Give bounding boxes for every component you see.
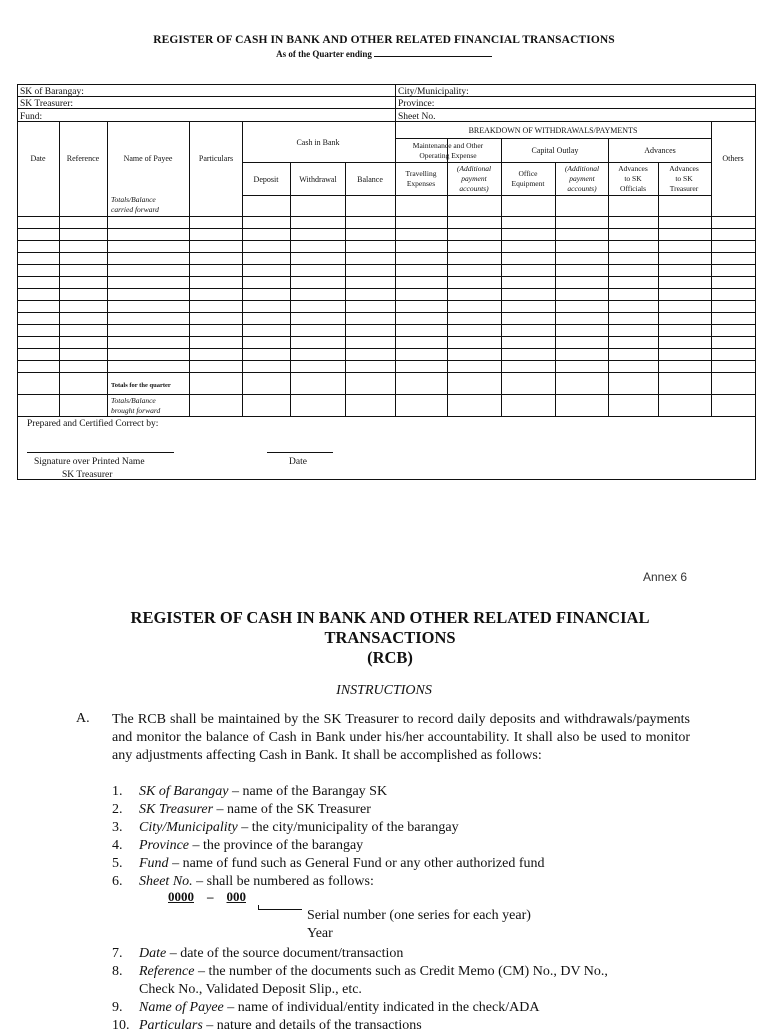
sheet-code-part-a: 0000 bbox=[168, 889, 194, 904]
col-advances: Advances bbox=[644, 146, 676, 155]
col-date: Date bbox=[30, 154, 46, 163]
sheet-code-part-b: 000 bbox=[226, 889, 246, 904]
col-travelling-line1: Travelling bbox=[405, 169, 437, 178]
col-additional2-line2: payment bbox=[569, 174, 595, 183]
col-name-of-payee: Name of Payee bbox=[123, 154, 173, 163]
signature-label: Signature over Printed Name bbox=[34, 457, 145, 467]
col-travelling-line2: Expenses bbox=[406, 179, 436, 188]
fund-label: Fund: bbox=[20, 112, 43, 122]
col-office-line2: Equipment bbox=[511, 179, 545, 188]
list-item: 9. Name of Payee – name of individual/entity indicated in the check/ADA bbox=[112, 1000, 540, 1015]
instructions-title-line2: TRANSACTIONS bbox=[324, 628, 456, 647]
totals-quarter-label: Totals for the quarter bbox=[111, 382, 171, 389]
sk-barangay-label: SK of Barangay: bbox=[20, 87, 84, 97]
col-mooe-line2: Operating Expense bbox=[419, 151, 477, 160]
sheet-no-label: Sheet No. bbox=[398, 112, 436, 122]
totals-carried-line1: Totals/Balance bbox=[111, 195, 156, 204]
instructions-heading: INSTRUCTIONS bbox=[336, 683, 432, 698]
col-balance: Balance bbox=[357, 175, 383, 184]
section-label: A. bbox=[76, 711, 90, 726]
col-mooe-line1: Maintenance and Other bbox=[412, 141, 484, 150]
signature-role: SK Treasurer bbox=[62, 470, 113, 480]
form-title: REGISTER OF CASH IN BANK AND OTHER RELATED FINANCIAL TRANSACTIONS bbox=[153, 34, 615, 46]
col-adv-officials-line3: Officials bbox=[619, 184, 647, 193]
col-particulars: Particulars bbox=[198, 154, 234, 163]
col-adv-officials-line1: Advances bbox=[618, 164, 648, 173]
col-capital-outlay: Capital Outlay bbox=[531, 146, 579, 155]
subtitle-text: As of the Quarter ending bbox=[276, 49, 372, 59]
col-others: Others bbox=[722, 154, 744, 163]
province-label: Province: bbox=[398, 99, 435, 109]
list-item: 3. City/Municipality – the city/municipality of the barangay bbox=[112, 820, 459, 835]
col-withdrawal: Withdrawal bbox=[299, 175, 337, 184]
col-adv-treasurer-line3: Treasurer bbox=[669, 184, 699, 193]
instructions-title-line1: REGISTER OF CASH IN BANK AND OTHER RELATED FINANCIAL bbox=[130, 608, 650, 627]
col-additional2-line3: accounts) bbox=[567, 184, 597, 193]
list-item: 2. SK Treasurer – name of the SK Treasurer bbox=[112, 802, 371, 817]
col-additional1-line3: accounts) bbox=[459, 184, 489, 193]
col-adv-officials-line2: to SK bbox=[624, 174, 642, 183]
list-item: 7. Date – date of the source document/transaction bbox=[112, 946, 404, 961]
serial-number-label: Serial number (one series for each year) bbox=[307, 908, 531, 923]
col-adv-treasurer-line1: Advances bbox=[669, 164, 699, 173]
col-additional2-line1: (Additional bbox=[564, 164, 600, 173]
totals-brought-line2: brought forward bbox=[111, 406, 161, 415]
totals-brought-line1: Totals/Balance bbox=[111, 396, 156, 405]
col-adv-treasurer-line2: to SK bbox=[675, 174, 693, 183]
list-item-continuation: Check No., Validated Deposit Slip., etc. bbox=[139, 982, 362, 997]
col-additional1-line1: (Additional bbox=[456, 164, 492, 173]
sk-treasurer-label: SK Treasurer: bbox=[20, 99, 74, 109]
list-item: 6. Sheet No. – shall be numbered as follows: bbox=[112, 874, 374, 889]
list-item: 5. Fund – name of fund such as General Fund or any other authorized fund bbox=[112, 856, 545, 871]
col-cash-in-bank: Cash in Bank bbox=[296, 138, 340, 147]
col-breakdown: BREAKDOWN OF WITHDRAWALS/PAYMENTS bbox=[468, 126, 638, 135]
col-reference: Reference bbox=[66, 154, 100, 163]
prepared-by-label: Prepared and Certified Correct by: bbox=[27, 419, 159, 429]
col-office-line1: Office bbox=[518, 169, 538, 178]
date-label: Date bbox=[289, 457, 307, 467]
year-label: Year bbox=[307, 926, 333, 941]
section-paragraph: The RCB shall be maintained by the SK Treasurer to record daily deposits and withdrawals/payments and monitor the balance of Cash in Bank under his/her accountability. It shall also be used to monitor any adjustments affecting Cash in Bank. It shall be accomplished as follows: bbox=[112, 712, 690, 763]
instructions-title-line3: (RCB) bbox=[367, 648, 413, 667]
list-item: 1. SK of Barangay – name of the Barangay SK bbox=[112, 784, 388, 799]
sheet-code-dash: – bbox=[207, 889, 214, 904]
city-municipality-label: City/Municipality: bbox=[398, 87, 469, 97]
list-item: 4. Province – the province of the barangay bbox=[112, 838, 364, 853]
list-item: 10. Particulars – nature and details of the transactions bbox=[112, 1018, 422, 1033]
annex-label: Annex 6 bbox=[643, 570, 688, 584]
totals-carried-line2: carried forward bbox=[111, 205, 159, 214]
col-additional1-line2: payment bbox=[461, 174, 487, 183]
list-item: 8. Reference – the number of the documents such as Credit Memo (CM) No., DV No., bbox=[112, 964, 608, 979]
col-deposit: Deposit bbox=[253, 175, 279, 184]
